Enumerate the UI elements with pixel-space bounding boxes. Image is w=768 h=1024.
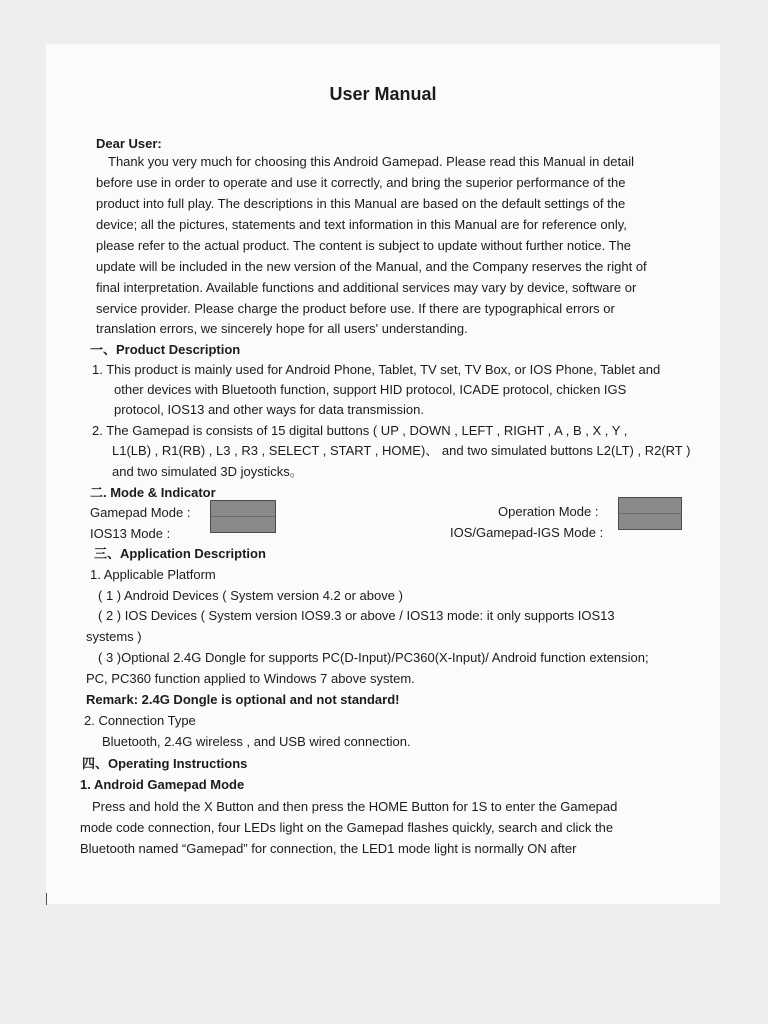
product-item-1-line-1: 1. This product is mainly used for Android Phone, Tablet, TV set, TV Box, or IOS Phone, Tablet and bbox=[92, 362, 661, 377]
platform-ios-line-2: systems ) bbox=[86, 629, 142, 644]
applicable-platform-heading: 1. Applicable Platform bbox=[90, 567, 216, 582]
product-item-1-line-3: protocol, IOS13 and other ways for data transmission. bbox=[114, 402, 424, 417]
instructions-line-2: mode code connection, four LEDs light on the Gamepad flashes quickly, search and click the bbox=[80, 820, 614, 835]
connection-type-heading: 2. Connection Type bbox=[84, 713, 196, 728]
platform-dongle-line-1: ( 3 )Optional 2.4G Dongle for supports PC(D-Input)/PC360(X-Input)/ Android function extension; bbox=[98, 650, 649, 665]
ios13-mode-label: IOS13 Mode : bbox=[90, 526, 171, 541]
connection-type-text: Bluetooth, 2.4G wireless , and USB wired connection. bbox=[102, 734, 411, 749]
gamepad-ios13-led-indicator bbox=[210, 500, 276, 533]
ios13-mode-led-pattern bbox=[211, 517, 275, 532]
intro-line-1: Thank you very much for choosing this Android Gamepad. Please read this Manual in detail bbox=[108, 154, 635, 169]
greeting: Dear User: bbox=[96, 136, 162, 151]
section-product-description-heading: 一、Product Description bbox=[90, 342, 241, 357]
platform-ios-line-1: ( 2 ) IOS Devices ( System version IOS9.3 or above / IOS13 mode: it only supports IOS13 bbox=[98, 608, 615, 623]
section-mode-indicator-heading: 二. Mode & Indicator bbox=[90, 485, 216, 500]
dongle-remark: Remark: 2.4G Dongle is optional and not standard! bbox=[86, 692, 400, 707]
operation-mode-led-pattern bbox=[619, 498, 681, 513]
product-item-2-line-1: 2. The Gamepad is consists of 15 digital buttons ( UP , DOWN , LEFT , RIGHT , A , B , X , Y , bbox=[92, 423, 628, 438]
section-application-description-heading: 三、Application Description bbox=[94, 546, 266, 561]
intro-line-6: update will be included in the new version of the Manual, and the Company reserves the right of bbox=[96, 259, 647, 274]
instructions-line-3: Bluetooth named “Gamepad” for connection, the LED1 mode light is normally ON after bbox=[80, 841, 577, 856]
android-gamepad-mode-heading: 1. Android Gamepad Mode bbox=[80, 777, 245, 792]
intro-line-9: translation errors, we sincerely hope for all users' understanding. bbox=[96, 321, 468, 336]
intro-line-4: device; all the pictures, statements and text information in this Manual are for reference only, bbox=[96, 217, 627, 232]
intro-line-8: service provider. Please charge the product before use. If there are typographical errors or bbox=[96, 301, 615, 316]
platform-android: ( 1 ) Android Devices ( System version 4.2 or above ) bbox=[98, 588, 403, 603]
product-item-1-line-2: other devices with Bluetooth function, support HID protocol, ICADE protocol, chicken IGS bbox=[114, 382, 627, 397]
scan-edge-mark bbox=[46, 893, 47, 905]
product-item-2-line-3: and two simulated 3D joysticks。 bbox=[112, 464, 303, 479]
product-item-2-line-2: L1(LB) , R1(RB) , L3 , R3 , SELECT , START , HOME)、 and two simulated buttons L2(LT) , R2(RT ) bbox=[112, 443, 691, 458]
intro-line-5: please refer to the actual product. The content is subject to update without further notice. The bbox=[96, 238, 632, 253]
operation-igs-led-indicator bbox=[618, 497, 682, 530]
intro-line-7: final interpretation. Available functions and additional services may vary by device, software or bbox=[96, 280, 637, 295]
manual-page bbox=[46, 44, 720, 904]
instructions-line-1: Press and hold the X Button and then press the HOME Button for 1S to enter the Gamepad bbox=[92, 799, 618, 814]
gamepad-mode-label: Gamepad Mode : bbox=[90, 505, 191, 520]
operation-mode-label: Operation Mode : bbox=[498, 504, 599, 519]
ios-gamepad-igs-led-pattern bbox=[619, 514, 681, 529]
intro-line-2: before use in order to operate and use it correctly, and bring the superior performance of the bbox=[96, 175, 626, 190]
ios-gamepad-igs-mode-label: IOS/Gamepad-IGS Mode : bbox=[450, 525, 604, 540]
page-title: User Manual bbox=[329, 84, 437, 104]
section-operating-instructions-heading: 四、Operating Instructions bbox=[82, 756, 248, 771]
intro-line-3: product into full play. The descriptions in this Manual are based on the default settings of the bbox=[96, 196, 626, 211]
platform-dongle-line-2: PC, PC360 function applied to Windows 7 above system. bbox=[86, 671, 415, 686]
gamepad-mode-led-pattern bbox=[211, 501, 275, 516]
